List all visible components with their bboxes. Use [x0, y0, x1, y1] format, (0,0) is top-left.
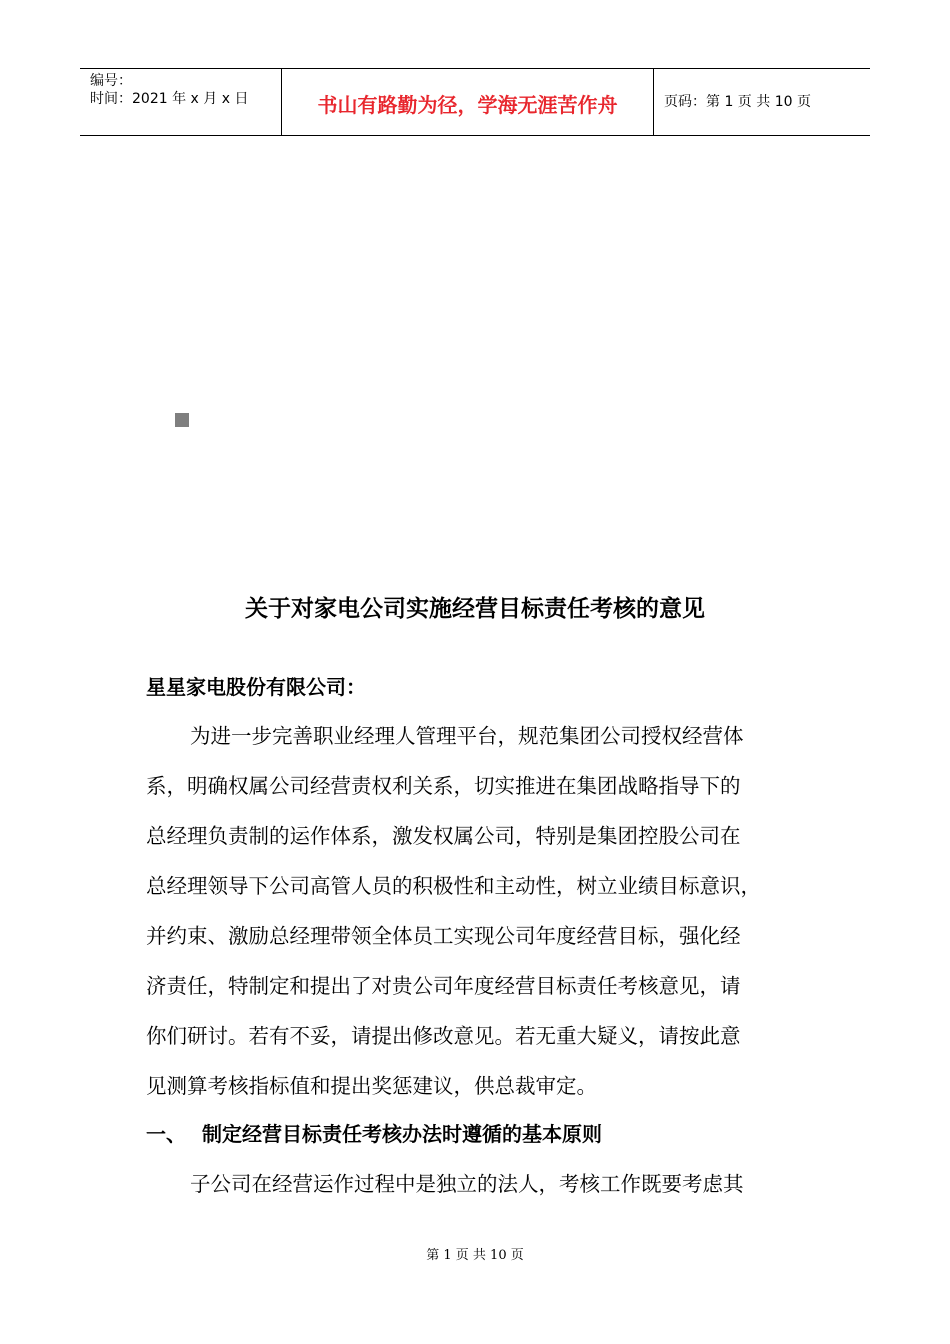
document-time-label: 时间：2021 年 x 月 x 日	[90, 91, 249, 107]
paragraph-line: 济责任，特制定和提出了对贵公司年度经营目标责任考核意见，请	[146, 974, 741, 998]
paragraph-line: 总经理领导下公司高管人员的积极性和主动性，树立业绩目标意识，	[146, 874, 761, 898]
header-info-cell	[80, 69, 281, 135]
page-footer: 第 1 页 共 10 页	[426, 1248, 524, 1263]
page-header	[80, 68, 870, 136]
section-heading	[146, 1120, 602, 1148]
square-bullet-icon	[175, 413, 189, 427]
addressee: 星星家电股份有限公司：	[146, 675, 366, 699]
header-page-cell	[654, 69, 870, 135]
paragraph-line: 子公司在经营运作过程中是独立的法人，考核工作既要考虑其	[190, 1172, 744, 1196]
section-number: 一、	[146, 1122, 186, 1146]
document-number-label: 编号：	[90, 73, 132, 89]
header-motto: 书山有路勤为径，学海无涯苦作舟	[317, 93, 618, 117]
paragraph-line: 并约束、激励总经理带领全体员工实现公司年度经营目标，强化经	[146, 924, 741, 948]
paragraph-line: 你们研讨。若有不妥，请提出修改意见。若无重大疑义，请按此意	[146, 1024, 741, 1048]
paragraph-line: 见测算考核指标值和提出奖惩建议，供总裁审定。	[146, 1074, 597, 1098]
header-motto-cell	[281, 69, 654, 135]
section-heading-text: 制定经营目标责任考核办法时遵循的基本原则	[202, 1122, 602, 1146]
paragraph-line: 总经理负责制的运作体系，激发权属公司，特别是集团控股公司在	[146, 824, 741, 848]
paragraph-line: 系，明确权属公司经营责权利关系，切实推进在集团战略指导下的	[146, 774, 741, 798]
document-title: 关于对家电公司实施经营目标责任考核的意见	[245, 596, 705, 622]
paragraph-line: 为进一步完善职业经理人管理平台，规范集团公司授权经营体	[190, 724, 744, 748]
header-page-label: 页码：第 1 页 共 10 页	[664, 94, 811, 110]
